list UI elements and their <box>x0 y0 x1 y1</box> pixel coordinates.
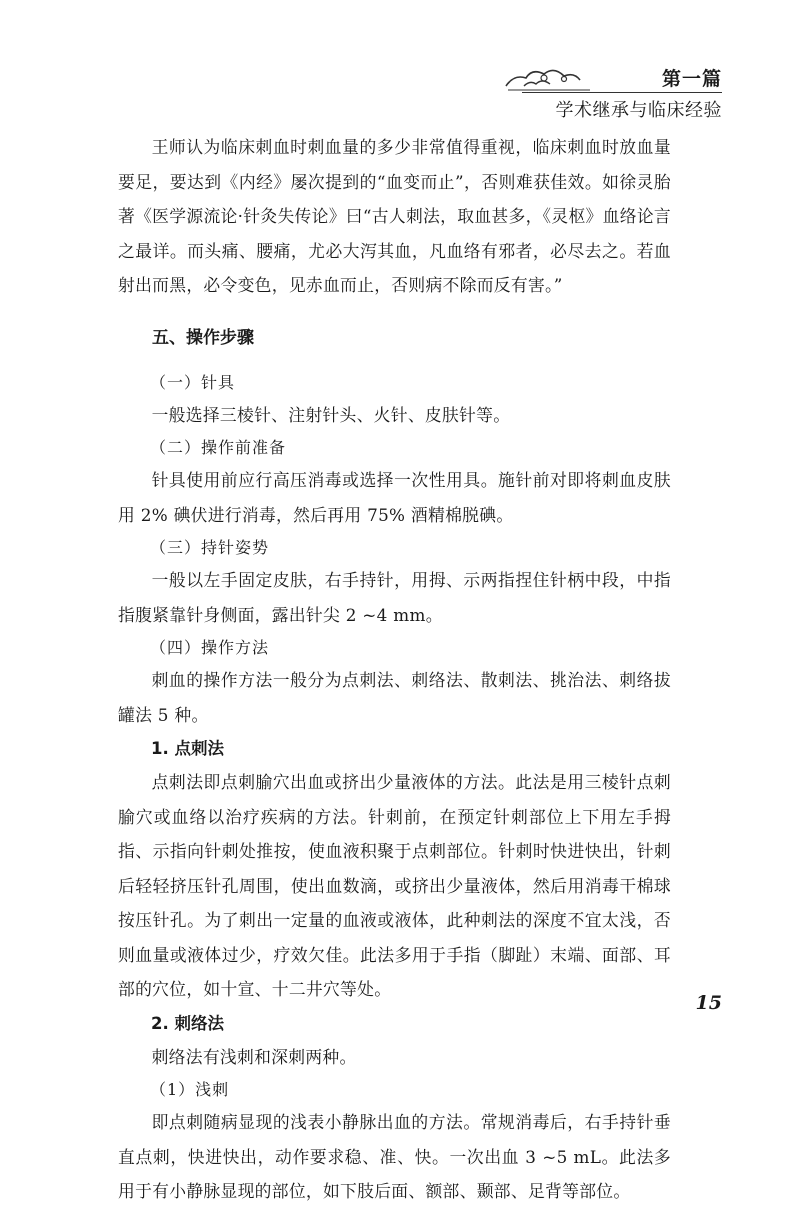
intro-paragraph: 王师认为临床刺血时刺血量的多少非常值得重视，临床刺血时放血量要足，要达到《内经》屡次提到的“血变而止”，否则难获佳效。如徐灵胎著《医学源流论·针灸失传论》曰“古人刺法，取血甚多，《灵枢》血络论言之最详。而头痛、腰痛，尤必大泻其血，凡血络有邪者，必尽去之。若血射出而黑，必令变色，见赤血而止，否则病不除而反有害。” <box>118 137 671 295</box>
method-heading-ci-luo: 2. 刺络法 <box>151 1013 224 1033</box>
part-subtitle: 学术继承与临床经验 <box>555 100 722 121</box>
part-label: 第一篇 <box>661 68 722 90</box>
subsection-heading-preparation: （二）操作前准备 <box>150 438 287 457</box>
method-heading-dian-ci: 1. 点刺法 <box>151 739 224 758</box>
page-number: 15 <box>695 992 722 1014</box>
cloud-ornament-icon <box>504 64 594 92</box>
ci-luo-paragraph: 刺络法有浅刺和深刺两种。 <box>151 1046 357 1067</box>
needle-paragraph: 一般选择三棱针、注射针头、火针、皮肤针等。 <box>151 404 511 425</box>
posture-paragraph: 一般以左手固定皮肤，右手持针，用拇、示两指捏住针柄中段，中指指腹紧靠针身侧面，露出针尖 2 ~4 mm。 <box>118 570 671 625</box>
subsection-heading-methods: （四）操作方法 <box>150 638 270 657</box>
preparation-paragraph: 针具使用前应行高压消毒或选择一次性用具。施针前对即将刺血皮肤用 2% 碘伏进行消毒，然后再用 75% 酒精棉脱碘。 <box>118 470 671 525</box>
running-header <box>482 62 722 122</box>
subsection-heading-needle: （一）针具 <box>150 372 236 392</box>
section-heading-operation-steps: 五、操作步骤 <box>152 327 254 348</box>
dian-ci-paragraph: 点刺法即点刺腧穴出血或挤出少量液体的方法。此法是用三棱针点刺腧穴或血络以治疗疾病的方法。针刺前，在预定针刺部位上下用左手拇指、示指向针刺处推按，使血液积聚于点刺部位。针刺时快进快出，针刺后轻轻挤压针孔周围，使出血数滴，或挤出少量液体，然后用消毒干棉球按压针孔。为了刺出一定量的血液或液体，此种刺法的深度不宜太浅，否则血量或液体过少，疗效欠佳。此法多用于手指（脚趾）末端、面部、耳部的穴位，如十宣、十二井穴等处。 <box>118 772 671 999</box>
main-content <box>118 130 671 1209</box>
methods-intro-paragraph: 刺血的操作方法一般分为点刺法、刺络法、散刺法、挑治法、刺络拔罐法 5 种。 <box>118 670 671 725</box>
subsection-heading-posture: （三）持针姿势 <box>150 538 270 557</box>
qian-ci-paragraph: 即点刺随病显现的浅表小静脉出血的方法。常规消毒后，右手持针垂直点刺，快进快出，动作要求稳、准、快。一次出血 3 ~5 mL。此法多用于有小静脉显现的部位，如下肢后面、额部、颞部、足背等部位。 <box>118 1112 671 1201</box>
header-rule <box>522 92 722 93</box>
sub-method-heading-qian-ci: （1）浅刺 <box>150 1080 230 1099</box>
